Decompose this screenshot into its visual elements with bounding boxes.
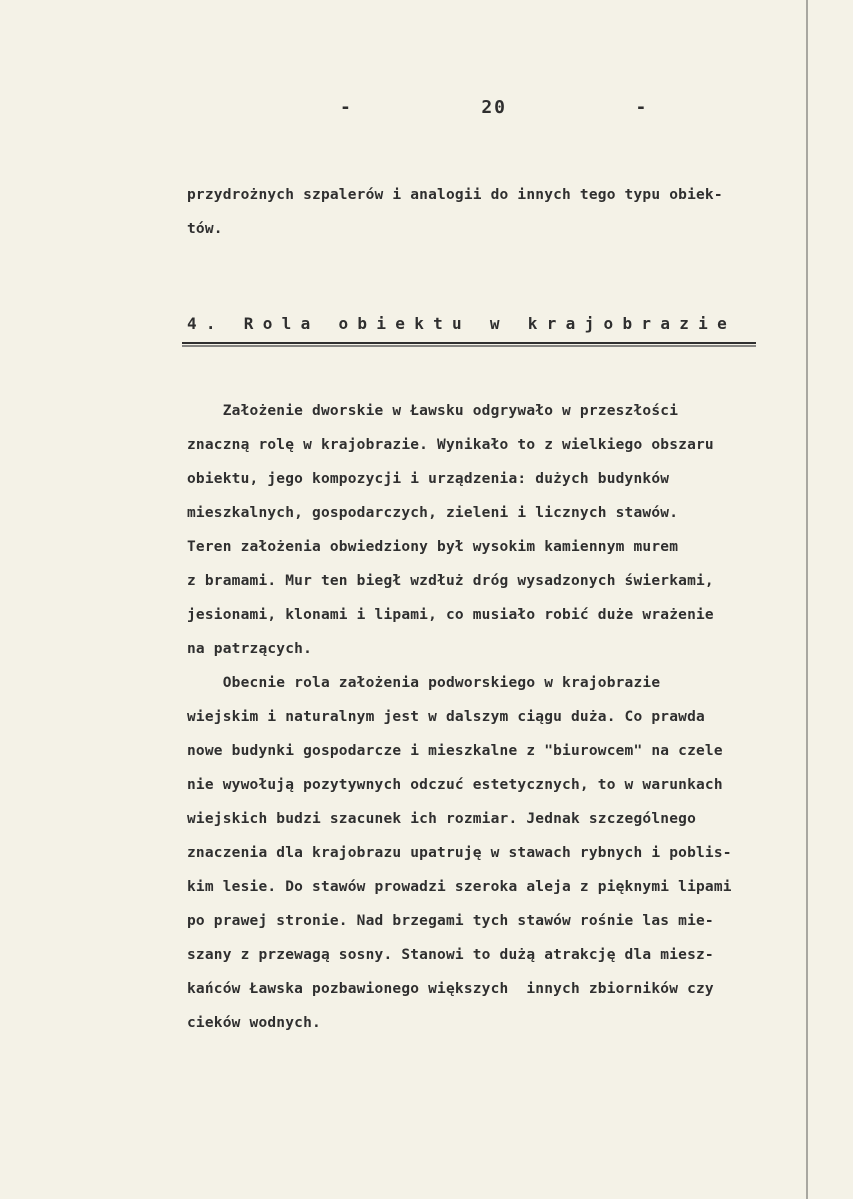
section-heading: 4. Rola obiektu w krajobrazie [187, 314, 737, 333]
text-line: tów. [187, 221, 223, 237]
page-number: - 20 - [340, 97, 649, 118]
text-line: mieszkalnych, gospodarczych, zieleni i licznych stawów. [187, 505, 679, 521]
heading-underline [182, 342, 756, 344]
heading-underline-second [182, 345, 756, 347]
text-line: wiejskich budzi szacunek ich rozmiar. Jednak szczególnego [187, 811, 696, 827]
text-line: cieków wodnych. [187, 1015, 321, 1031]
intro-paragraph [187, 178, 827, 246]
text-line: na patrzących. [187, 641, 313, 657]
text-line: znaczenia dla krajobrazu upatruję w stawach rybnych i poblis- [187, 845, 732, 861]
text-line: Teren założenia obwiedziony był wysokim kamiennym murem [187, 539, 679, 555]
section-body [187, 394, 827, 1040]
text-line: wiejskim i naturalnym jest w dalszym ciągu duża. Co prawda [187, 709, 705, 725]
text-line: po prawej stronie. Nad brzegami tych stawów rośnie las mie- [187, 913, 714, 929]
text-line: Obecnie rola założenia podworskiego w krajobrazie [187, 675, 661, 691]
text-line: Założenie dworskie w Ławsku odgrywało w przeszłości [187, 403, 679, 419]
text-line: kańców Ławska pozbawionego większych innych zbiorników czy [187, 981, 714, 997]
text-line: znaczną rolę w krajobrazie. Wynikało to z wielkiego obszaru [187, 437, 714, 453]
text-line: obiektu, jego kompozycji i urządzenia: dużych budynków [187, 471, 670, 487]
text-line: nie wywołują pozytywnych odczuć estetycznych, to w warunkach [187, 777, 723, 793]
text-line: kim lesie. Do stawów prowadzi szeroka aleja z pięknymi lipami [187, 879, 732, 895]
text-line: z bramami. Mur ten biegł wzdłuż dróg wysadzonych świerkami, [187, 573, 714, 589]
text-line: jesionami, klonami i lipami, co musiało robić duże wrażenie [187, 607, 714, 623]
text-line: szany z przewagą sosny. Stanowi to dużą atrakcję dla miesz- [187, 947, 714, 963]
text-line: nowe budynki gospodarcze i mieszkalne z "biurowcem" na czele [187, 743, 723, 759]
text-line: przydrożnych szpalerów i analogii do innych tego typu obiek- [187, 187, 723, 203]
